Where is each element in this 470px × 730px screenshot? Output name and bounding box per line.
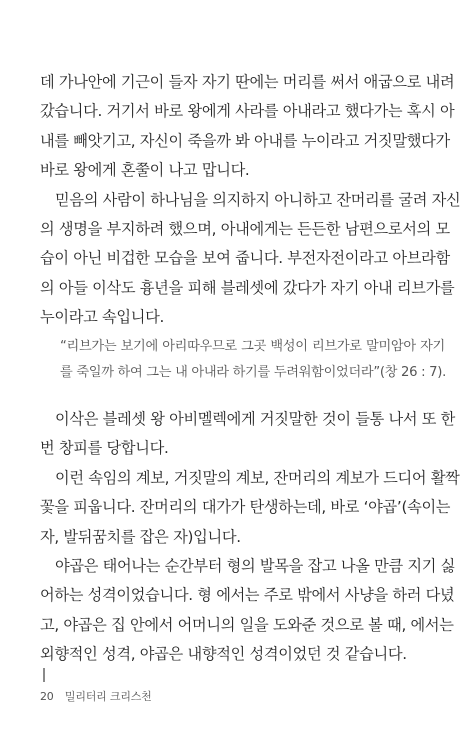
text-line: 번 창피를 당합니다. bbox=[40, 439, 169, 458]
text-line: 의 아들 이삭도 흉년을 피해 블레셋에 갔다가 자기 아내 리브가를 bbox=[40, 278, 455, 297]
text-line: 믿음의 사람이 하나님을 의지하지 아니하고 잔머리를 굴려 자신 bbox=[55, 190, 461, 209]
text-line: 데 가나안에 기근이 들자 자기 딴에는 머리를 써서 애굽으로 내려 bbox=[40, 73, 455, 91]
text-line: 야곱은 태어나는 순간부터 형의 발목을 잡고 나올 만큼 지기 싫 bbox=[55, 557, 456, 576]
text-line: 외향적인 성격, 야곱은 내향적인 성격이었던 것 같습니다. bbox=[40, 645, 407, 664]
quote-line: 를 죽일까 하여 그는 내 아내라 하기를 두려워함이었더라”(창 26 : 7). bbox=[60, 365, 446, 380]
text-line: 고, 야곱은 집 안에서 어머니의 일을 도와준 것으로 볼 때, 에서는 bbox=[40, 615, 454, 634]
text-line: 이삭은 블레셋 왕 아비멜렉에게 거짓말한 것이 들통 나서 또 한 bbox=[55, 410, 456, 428]
quote-line: “리브가는 보기에 아리따우므로 그곳 백성이 리브가로 말미암아 자기 bbox=[60, 339, 445, 354]
text-line: 갔습니다. 거기서 바로 왕에게 사라를 아내라고 했다가는 혹시 아 bbox=[40, 102, 455, 121]
scripture-quote bbox=[60, 334, 445, 386]
page-number: 20 bbox=[40, 690, 54, 703]
running-title: 밀리터리 크리스천 bbox=[64, 690, 152, 703]
text-line: 이런 속임의 계보, 거짓말의 계보, 잔머리의 계보가 드디어 활짝 bbox=[55, 468, 460, 487]
text-line: 의 생명을 부지하려 했으며, 아내에게는 든든한 남편으로서의 모 bbox=[40, 220, 450, 239]
body-text-bottom bbox=[40, 405, 460, 670]
text-line: 바로 왕에게 혼쭐이 나고 맙니다. bbox=[40, 161, 250, 180]
text-line: 내를 빼앗기고, 자신이 죽을까 봐 아내를 누이라고 거짓말했다가 bbox=[40, 131, 450, 150]
page-footer bbox=[40, 688, 152, 704]
text-line: 꽃을 피웁니다. 잔머리의 대가가 탄생하는데, 바로 ‘야곱’(속이는 bbox=[40, 498, 451, 517]
text-line: 누이라고 속입니다. bbox=[40, 308, 165, 327]
body-text-top bbox=[40, 68, 461, 333]
text-line: 자, 발뒤꿈치를 잡은 자)입니다. bbox=[40, 527, 241, 546]
footer-divider bbox=[43, 668, 45, 682]
text-line: 습이 아닌 비겁한 모습을 보여 줍니다. 부전자전이라고 아브라함 bbox=[40, 249, 450, 268]
text-line: 어하는 성격이었습니다. 형 에서는 주로 밖에서 사냥을 하러 다녔 bbox=[40, 586, 455, 605]
